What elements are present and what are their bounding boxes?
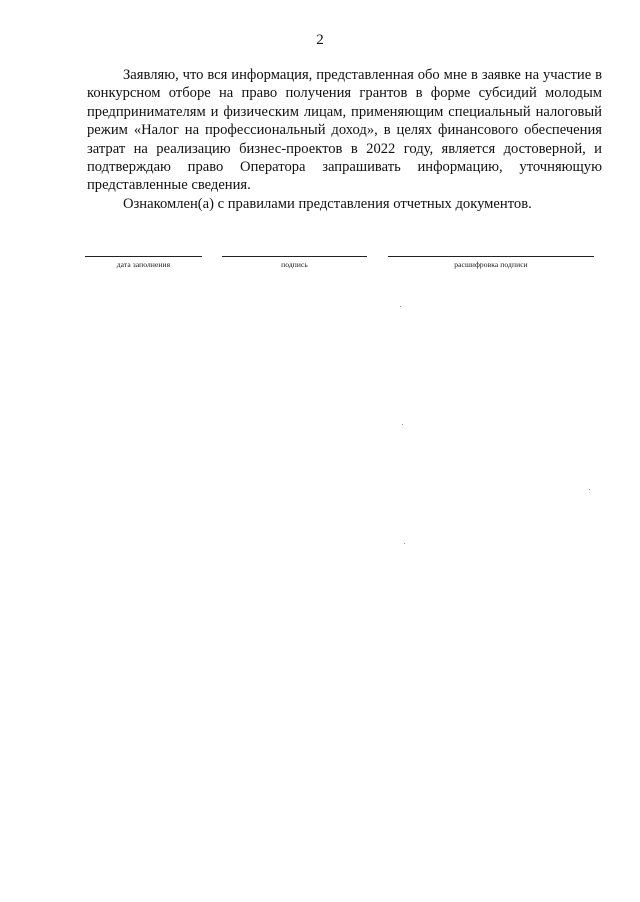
scan-speck <box>404 543 405 544</box>
scan-speck <box>400 306 401 307</box>
signature-field-signature <box>222 256 367 276</box>
decoding-caption: расшифровка подписи <box>454 260 528 269</box>
statement-text <box>87 66 602 213</box>
decoding-line <box>388 256 594 257</box>
date-line <box>85 256 202 257</box>
page-number: 2 <box>316 32 324 48</box>
date-caption: дата заполнения <box>116 260 171 269</box>
signature-field-date <box>85 256 202 276</box>
signature-caption: подпись <box>281 260 308 269</box>
signature-field-decoding <box>388 256 594 276</box>
signature-line <box>222 256 367 257</box>
statement-paragraph-2: Ознакомлен(а) с правилами представления отчетных документов. <box>123 195 532 212</box>
statement-paragraph-1: Заявляю, что вся информация, представленная обо мне в заявке на участие в конкурсном отборе на право получения грантов в форме субсидий молодым предпринимателям и физическим лицам, применяющим специальный налоговый режим «Налог на профессиональный доход», в целях финансового обеспечения затрат на реализацию бизнес-проектов в 2022 году, является достоверной, и подтверждаю право Оператора запрашивать информацию, уточняющую представленные сведения. <box>87 67 602 194</box>
scan-speck <box>402 424 403 425</box>
scan-speck <box>589 489 590 490</box>
